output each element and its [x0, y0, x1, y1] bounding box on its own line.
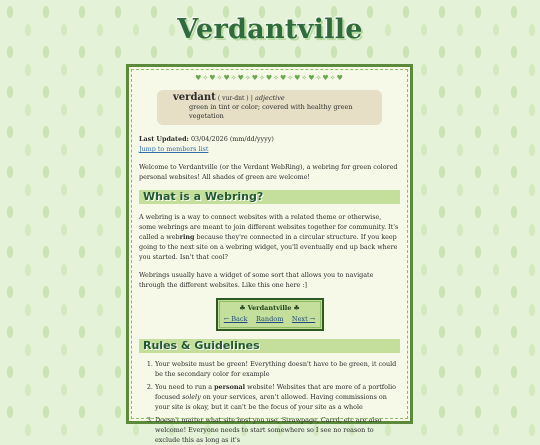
main-panel — [126, 64, 413, 444]
rules-list — [139, 359, 400, 445]
intro-text: Welcome to Verdantville (or the Verdant WebRing), a webring for green colored personal websites! All shades of green are welcome! — [139, 163, 398, 181]
definition-pos: | adjective — [250, 94, 285, 102]
jump-to-members-link[interactable]: Jump to members list — [139, 145, 209, 153]
definition-word: verdant — [173, 92, 216, 103]
heart-divider: ♥✧♥✧♥✧♥✧♥✧♥✧♥✧♥✧♥✧♥✧♥ — [195, 74, 344, 82]
webring-paragraph-1: A webring is a way to connect websites with a related theme or otherwise, some webrings are meant to join different websites together for community. It's called a webring because they're connected in a circular structure. If you keep going to the next site on a webring widget, you'll eventually end up back where you started. Isn't that cool? — [139, 213, 399, 261]
section-heading-webring: What is a Webring? — [139, 190, 400, 204]
definition-box — [157, 90, 382, 125]
webring-paragraph-2: Webrings usually have a widget of some sort that allows you to navigate through the different websites. Like this one here :] — [139, 271, 374, 289]
widget-next-link[interactable]: Next → — [291, 315, 316, 323]
last-updated — [139, 134, 400, 154]
last-updated-date: 03/04/2026 (mm/dd/yyyy) — [190, 135, 274, 143]
site-title: Verdantville — [177, 14, 363, 45]
widget-title: ☘ Verdantville ☘ — [239, 304, 300, 312]
rule-item: 2. You need to run a personal website! Websites that are more of a portfolio focused solely on your services, aren't allowed. Having commissions on your site is okay, but it can't be the focus of your site as a whole — [155, 382, 400, 412]
section-heading-rules: Rules & Guidelines — [139, 339, 400, 353]
webring-widget — [216, 298, 324, 331]
rule-item: 3. Doesn't matter what site host you use, Strawpage, Carrd, etc are also welcome! Everyone needs to start somewhere so I see no reason to exclude this as long as it's — [155, 415, 400, 445]
definition-pronunciation: ( vur-dnt ) — [217, 95, 249, 102]
rule-item: 1. Your website must be green! Everything doesn't have to be green, it could be the secondary color for example — [155, 359, 400, 379]
definition-meaning: green in tint or color; covered with healthy green vegetation — [189, 103, 353, 120]
widget-back-link[interactable]: ← Back — [223, 315, 248, 323]
last-updated-label: Last Updated: — [139, 135, 189, 143]
widget-random-link[interactable]: Random — [256, 315, 284, 323]
